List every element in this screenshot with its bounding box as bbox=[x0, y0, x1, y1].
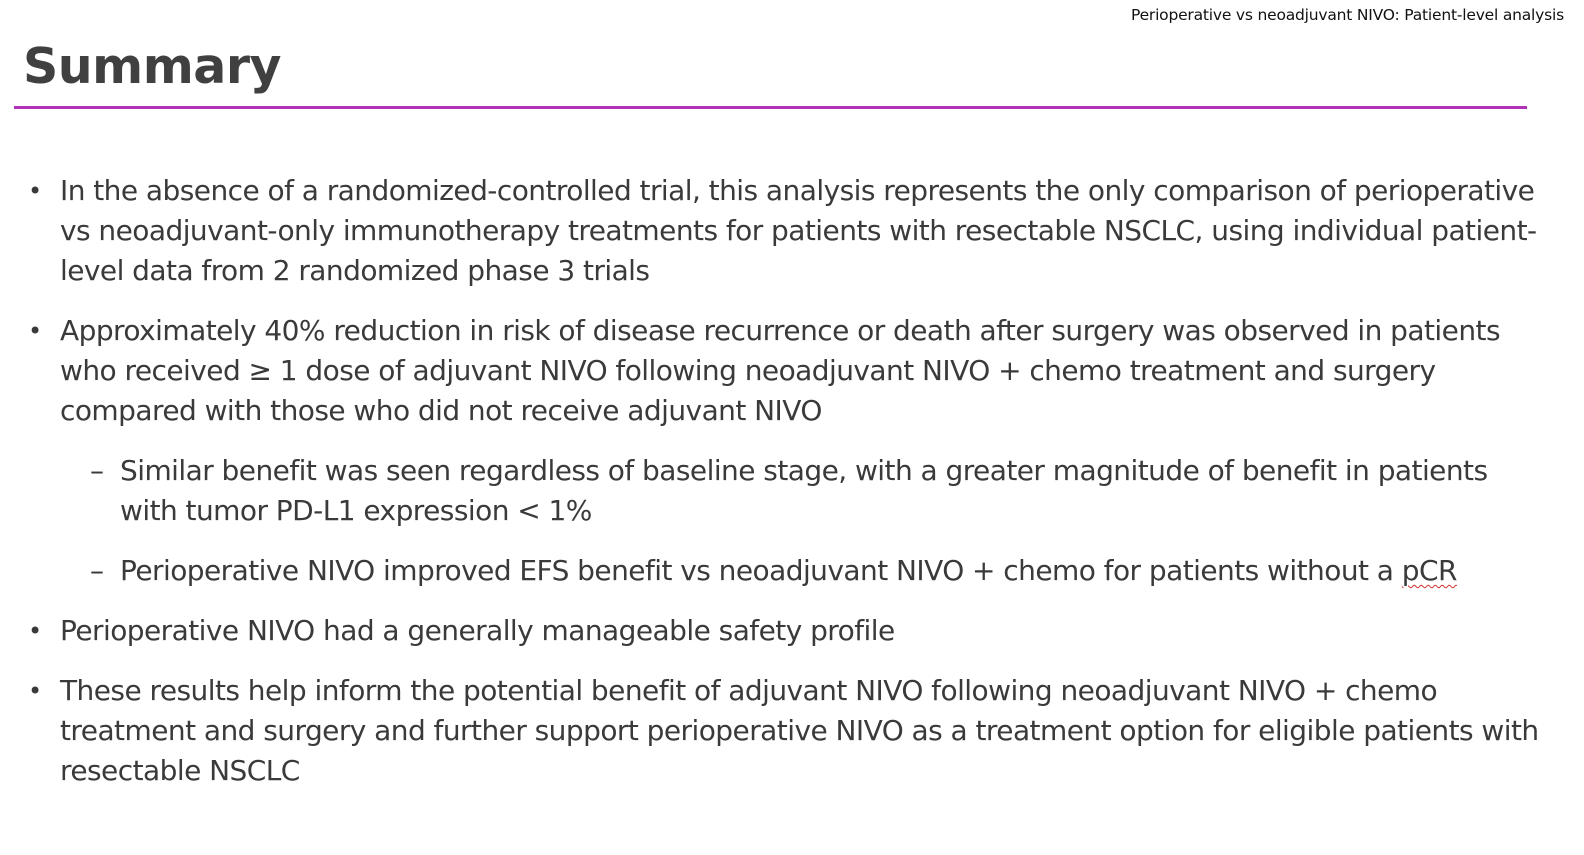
sub-bullet-item-1 bbox=[0, 451, 1584, 531]
summary-content bbox=[0, 171, 1584, 811]
title-divider bbox=[14, 106, 1527, 109]
bullet-dot-icon: • bbox=[28, 677, 42, 705]
spellcheck-term: pCR bbox=[1401, 554, 1457, 587]
bullet-dot-icon: • bbox=[28, 617, 42, 645]
slide-header-note: Perioperative vs neoadjuvant NIVO: Patient-level analysis bbox=[1130, 6, 1564, 24]
dash-icon: – bbox=[90, 554, 104, 587]
bullet-text: In the absence of a randomized-controlled trial, this analysis represents the only comparison of perioperative vs neoadjuvant-only immunotherapy treatments for patients with resectable NSCLC, using individual patient-level data from 2 randomized phase 3 trials bbox=[60, 174, 1537, 287]
slide-title: Summary bbox=[23, 38, 281, 95]
bullet-item-4 bbox=[0, 671, 1584, 791]
bullet-dot-icon: • bbox=[28, 317, 42, 345]
bullet-text: Approximately 40% reduction in risk of disease recurrence or death after surgery was observed in patients who received ≥ 1 dose of adjuvant NIVO following neoadjuvant NIVO + chemo treatment and surgery compared with those who did not receive adjuvant NIVO bbox=[60, 314, 1500, 427]
bullet-item-3 bbox=[0, 611, 1584, 651]
sub-bullet-text: Perioperative NIVO improved EFS benefit vs neoadjuvant NIVO + chemo for patients without a bbox=[120, 554, 1402, 587]
bullet-text: These results help inform the potential benefit of adjuvant NIVO following neoadjuvant NIVO + chemo treatment and surgery and further support perioperative NIVO as a treatment option for eligible patients with resectable NSCLC bbox=[60, 674, 1539, 787]
bullet-item-1 bbox=[0, 171, 1584, 291]
bullet-dot-icon: • bbox=[28, 177, 42, 205]
bullet-item-2 bbox=[0, 311, 1584, 431]
sub-bullet-text: Similar benefit was seen regardless of baseline stage, with a greater magnitude of benefit in patients with tumor PD-L1 expression < 1% bbox=[120, 454, 1488, 527]
sub-bullet-item-2 bbox=[0, 551, 1584, 591]
dash-icon: – bbox=[90, 454, 104, 487]
bullet-text: Perioperative NIVO had a generally manageable safety profile bbox=[60, 614, 895, 647]
